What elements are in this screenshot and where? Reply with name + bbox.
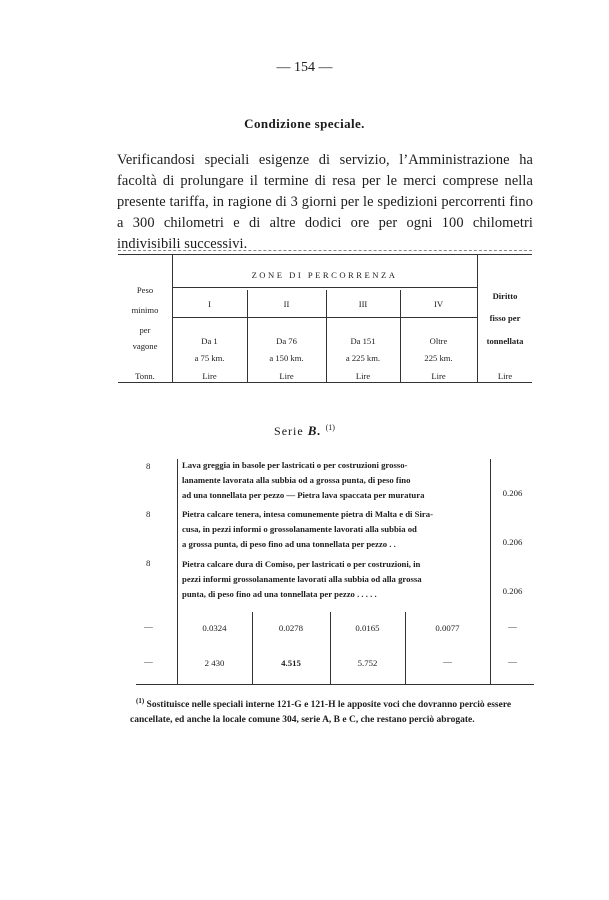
zone-from: Da 1 — [201, 336, 218, 346]
goods-weight: 8 — [146, 509, 151, 519]
goods-divider — [177, 459, 178, 685]
zone-roman: I — [208, 299, 211, 309]
serie-heading — [0, 423, 609, 439]
zone-roman: II — [283, 299, 290, 309]
rate-value: 5.752 — [357, 658, 378, 668]
rate-value: 0.0278 — [278, 623, 304, 633]
zone-unit: Lire — [355, 371, 371, 381]
footnote — [130, 694, 540, 728]
goods-description-line: cusa, in pezzi informi o grossolanamente lavorati alla subbia od — [182, 524, 417, 534]
goods-weight: 8 — [146, 558, 151, 568]
footnote-marker: (1) — [136, 697, 145, 705]
rate-weight: — — [144, 621, 153, 631]
zone-from: Da 151 — [350, 336, 376, 346]
zone-from: Oltre — [429, 336, 448, 346]
footnote-text: Sostituisce nelle speciali interne 121-G e 121-H le apposite voci che dovranno perciò essere cancellate, ed anche la locale comune 304, serie A, B e C, che restano perciò abrogate. — [130, 700, 512, 726]
page-number: — 154 — — [276, 60, 333, 75]
rate-value: 0.0077 — [435, 623, 460, 633]
table-bottom-line — [118, 382, 532, 383]
serie-letter: B. — [307, 423, 322, 438]
zone-unit: Lire — [202, 371, 217, 381]
intro-paragraph: Verificandosi speciali esigenze di servizio, l’Amministrazione ha facoltà di prolungare il termine di resa per le merci comprese nella presente tariffa, in ragione di 3 giorni per le spedizioni percorrenti fino a 300 chilometri e di altre dodici ore per ogni 100 chilometri indivisibili successivi. — [117, 152, 533, 252]
goods-description-line: a grossa punta, di peso fino ad una tonnellata per pezzo . . — [182, 539, 396, 549]
rate-fee: — — [508, 656, 517, 666]
goods-description-line: pezzi informi grossolanamente lavorati alla subbia od alla grossa — [182, 574, 422, 584]
zones-title: ZONE DI PERCORRENZA — [251, 270, 398, 280]
goods-description-line: Lava greggia in basole per lastricati o per costruzioni grosso- — [182, 460, 408, 470]
goods-description — [182, 458, 484, 503]
zone-to: 225 km. — [424, 353, 453, 363]
goods-fee: 0.206 — [502, 586, 523, 596]
zone-roman: III — [358, 299, 368, 309]
goods-weight: 8 — [146, 461, 151, 471]
weight-header-unit: Tonn. — [135, 371, 155, 381]
fee-header-label: Diritto — [492, 291, 518, 301]
zone-to: a 150 km. — [269, 353, 304, 363]
fee-header-label: tonnellata — [486, 336, 524, 346]
goods-bottom-line — [136, 684, 534, 685]
goods-description — [182, 507, 484, 552]
rate-weight: — — [144, 656, 153, 666]
zone-roman: IV — [433, 299, 444, 309]
serie-note-ref: (1) — [325, 423, 335, 432]
goods-description-line: punta, di peso fino ad una tonnellata per pezzo . . . . . — [182, 589, 377, 599]
zone-unit: Lire — [431, 371, 446, 381]
section-title: Condizione speciale. — [244, 116, 365, 131]
table-top-rule — [118, 250, 532, 251]
goods-description-line: lanamente lavorata alla subbia od a grossa punta, di peso fino — [182, 475, 411, 485]
zone-from: Da 76 — [276, 336, 297, 346]
zone-to: a 225 km. — [345, 353, 381, 363]
weight-header-label: vagone — [132, 341, 158, 351]
weight-header-label: minimo — [131, 305, 159, 315]
serie-prefix: Serie — [274, 424, 304, 438]
rate-value: 4.515 — [281, 658, 301, 668]
zones-roman-rule — [172, 317, 477, 318]
zones-title-rule — [172, 287, 477, 288]
weight-header-label: per — [139, 325, 151, 335]
fee-header-label: fisso per — [489, 313, 521, 323]
zone-to: a 75 km. — [194, 353, 225, 363]
goods-description-line: Pietra calcare tenera, intesa comunemente pietra di Malta e di Sira- — [182, 509, 433, 519]
goods-fee: 0.206 — [502, 537, 523, 547]
rate-value: 0.0324 — [202, 623, 227, 633]
rate-value: — — [443, 656, 452, 666]
goods-fee: 0.206 — [502, 488, 523, 498]
zone-unit: Lire — [279, 371, 294, 381]
goods-description-line: Pietra calcare dura di Comiso, per lastricati o per costruzioni, in — [182, 559, 421, 569]
weight-header-label: Peso — [136, 285, 154, 295]
fee-header-unit: Lire — [497, 371, 513, 381]
table-top-line — [118, 254, 532, 255]
goods-description — [182, 557, 484, 602]
rate-value: 2 430 — [204, 658, 225, 668]
goods-description-line: ad una tonnellata per pezzo — Pietra lava spaccata per muratura — [182, 490, 425, 500]
rate-value: 0.0165 — [355, 623, 380, 633]
rate-fee: — — [508, 621, 517, 631]
